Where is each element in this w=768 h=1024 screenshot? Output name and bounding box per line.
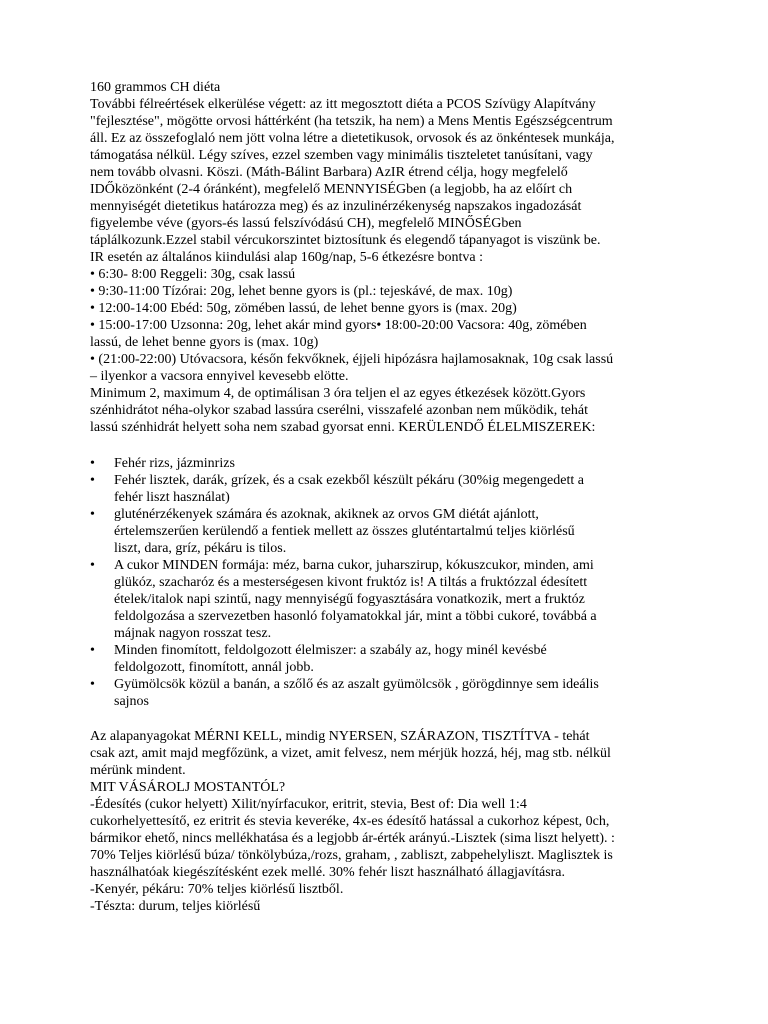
text-line: Minimum 2, maximum 4, de optimálisan 3 óra teljen el az egyes étkezések között.Gyors xyxy=(90,386,586,401)
list-item-line: • A cukor MINDEN formája: méz, barna cukor, juharszirup, kókuszcukor, minden, ami xyxy=(114,558,594,573)
text-line: • 6:30- 8:00 Reggeli: 30g, csak lassú xyxy=(90,267,296,282)
text-line: -Tészta: durum, teljes kiörlésű xyxy=(90,899,261,914)
text-line: -Kenyér, pékáru: 70% teljes kiörlésű lisztből. xyxy=(90,882,344,897)
text-line: – ilyenkor a vacsora ennyivel kevesebb elötte. xyxy=(90,369,349,384)
text-line: További félreértések elkerülése végett: az itt megosztott diéta a PCOS Szívügy Alapítvány xyxy=(90,97,596,112)
text-line: MIT VÁSÁROLJ MOSTANTÓL? xyxy=(90,780,286,795)
text-line: -Édesítés (cukor helyett) Xilit/nyírfacukor, eritrit, stevia, Best of: Dia well 1:4 xyxy=(90,797,527,812)
intro-section xyxy=(90,96,690,436)
closing-section xyxy=(90,728,690,915)
text-line: Az alapanyagokat MÉRNI KELL, mindig NYERSEN, SZÁRAZON, TISZTÍTVA - tehát xyxy=(90,729,590,744)
text-line: IR esetén az általános kiindulási alap 160g/nap, 5-6 étkezésre bontva : xyxy=(90,250,484,265)
text-line: nem tovább olvasni. Köszi. (Máth-Bálint Barbara) AzIR étrend célja, hogy megfelelő xyxy=(90,165,568,180)
text-line: támogatása nélkül. Légy szíves, ezzel szemben vagy minimális tiszteletet tanúsítani, vagy xyxy=(90,148,593,163)
list-item xyxy=(90,455,690,472)
document-body xyxy=(90,79,690,915)
list-item-line: feldolgozott, finomított, annál jobb. xyxy=(114,660,314,675)
text-line: 70% Teljes kiörlésű búza/ tönkölybúza,/rozs, graham, , zabliszt, zabpehelyliszt. Maglisztek is xyxy=(90,848,613,863)
list-item xyxy=(90,557,690,642)
list-item-line: ételek/italok napi szintű, nagy mennyiségű fogyasztására vonatkozik, mert a fruktóz xyxy=(114,592,585,607)
text-line: csak azt, amit majd megfőzünk, a vizet, amit felvesz, nem mérjük hozzá, héj, mag stb. nélkül xyxy=(90,746,611,761)
list-item-line: glükóz, szacharóz és a mesterségesen kivont fruktóz is! A tiltás a fruktózzal édesített xyxy=(114,575,588,590)
list-item-line: májnak nagyon rosszat tesz. xyxy=(114,626,272,641)
list-item-line: értelemszerűen kerülendő a fentiek mellett az összes gluténtartalmú teljes kiörlésű xyxy=(114,524,575,539)
list-item-line: • Minden finomított, feldolgozott élelmiszer: a szabály az, hogy minél kevésbé xyxy=(114,643,547,658)
list-item-line: sajnos xyxy=(114,694,149,709)
document-title: 160 grammos CH diéta xyxy=(90,80,221,95)
text-line: • 12:00-14:00 Ebéd: 50g, zömében lassú, de lehet benne gyors is (max. 20g) xyxy=(90,301,517,316)
list-item-line: fehér liszt használat) xyxy=(114,490,230,505)
list-item xyxy=(90,472,690,506)
list-item-line: • gluténérzékenyek számára és azoknak, akiknek az orvos GM diétát ajánlott, xyxy=(114,507,539,522)
text-line: táplálkozunk.Ezzel stabil vércukorszintet biztosítunk és elegendő tápanyagot is viszünk be. xyxy=(90,233,601,248)
text-line: mérünk mindent. xyxy=(90,763,186,778)
avoid-foods-list xyxy=(90,455,690,710)
list-item xyxy=(90,642,690,676)
text-line: "fejlesztése", mögötte orvosi háttérként (ha tetszik, ha nem) a Mens Mentis Egészségcentrum xyxy=(90,114,613,129)
list-item-line: • Gyümölcsök közül a banán, a szőlő és az aszalt gyümölcsök , görögdinnye sem ideális xyxy=(114,677,599,692)
list-item xyxy=(90,506,690,557)
list-item-line: • Fehér rizs, jázminrizs xyxy=(114,456,235,471)
list-item xyxy=(90,676,690,710)
text-line: mennyiségét dietetikus határozza meg) és az inzulinérzékenység napszakos ingadozását xyxy=(90,199,582,214)
text-line: áll. Ez az összefoglaló nem jött volna létre a dietetikusok, orvosok és az önkéntesek munkája, xyxy=(90,131,615,146)
text-line: • 15:00-17:00 Uzsonna: 20g, lehet akár mind gyors• 18:00-20:00 Vacsora: 40g, zömében xyxy=(90,318,587,333)
text-line: • (21:00-22:00) Utóvacsora, későn fekvőknek, éjjeli hipózásra hajlamosaknak, 10g csak lassú xyxy=(90,352,614,367)
text-line: • 9:30-11:00 Tízórai: 20g, lehet benne gyors is (pl.: tejeskávé, de max. 10g) xyxy=(90,284,513,299)
text-line: cukorhelyettesítő, ez eritrit és stevia keveréke, 4x-es édesítő hatással a cukorhoz képest, 0ch, xyxy=(90,814,610,829)
text-line: bármikor ehető, nincs mellékhatása és a legjobb ár-érték arányú.-Lisztek (sima liszt helyett). : xyxy=(90,831,615,846)
text-line: figyelembe véve (gyors-és lassú felszívódású CH), megfelelő MINŐSÉGben xyxy=(90,216,522,231)
text-line: használhatóak kiegészítésként ezek mellé. 30% fehér liszt használható állagjavításra. xyxy=(90,865,566,880)
text-line: szénhidrátot néha-olykor szabad lassúra cserélni, visszafelé azonban nem működik, tehát xyxy=(90,403,588,418)
list-item-line: • Fehér lisztek, darák, grízek, és a csak ezekből készült pékáru (30%ig megengedett a xyxy=(114,473,584,488)
text-line: IDŐközönként (2-4 óránként), megfelelő MENNYISÉGben (a legjobb, ha az előírt ch xyxy=(90,182,573,197)
text-line: lassú, de lehet benne gyors is (max. 10g) xyxy=(90,335,319,350)
list-item-line: liszt, dara, gríz, pékáru is tilos. xyxy=(114,541,287,556)
list-item-line: feldolgozása a szervezetben hasonló folyamatokkal jár, mint a többi cukoré, továbbá a xyxy=(114,609,597,624)
text-line: lassú szénhidrát helyett soha nem szabad gyorsat enni. KERÜLENDŐ ÉLELMISZEREK: xyxy=(90,420,596,435)
